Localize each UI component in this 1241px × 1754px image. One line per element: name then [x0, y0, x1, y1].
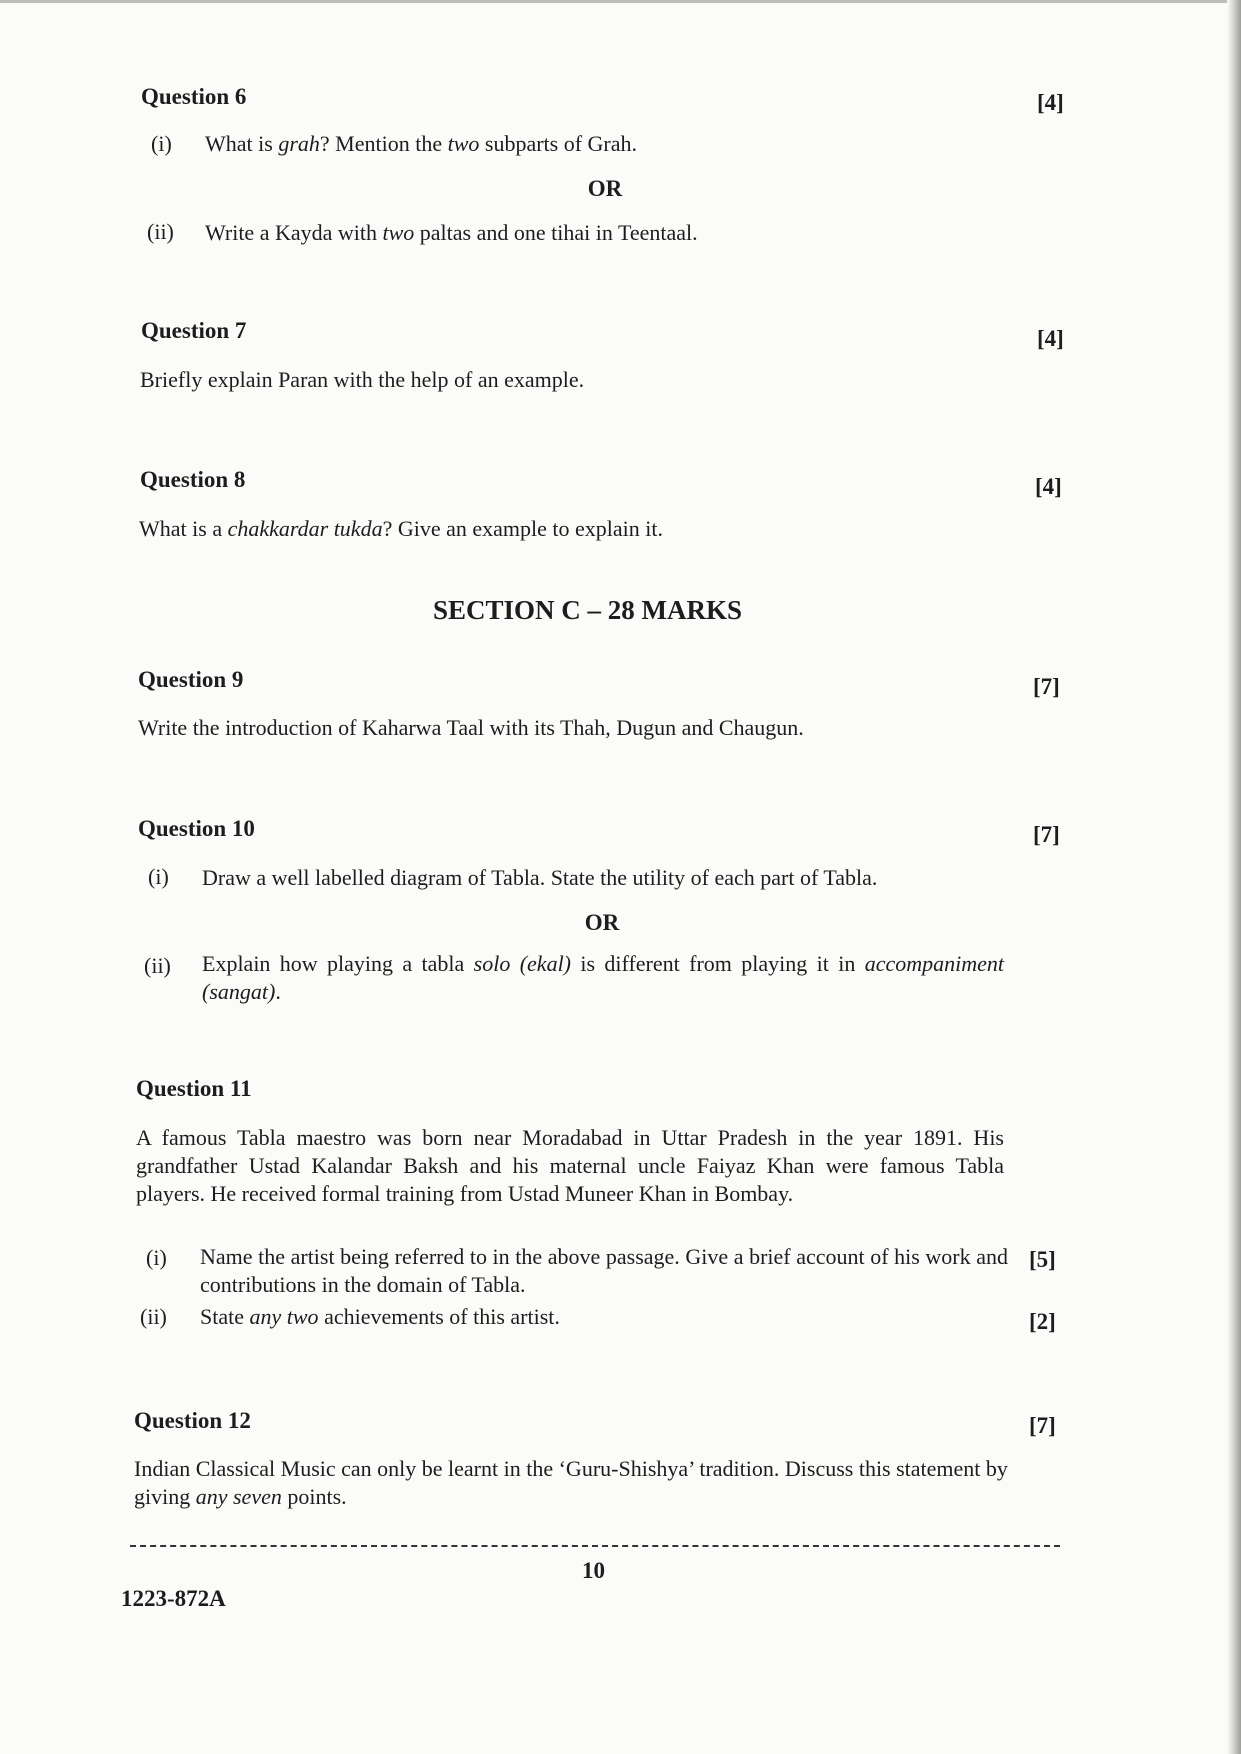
question-11-passage: A famous Tabla maestro was born near Moradabad in Uttar Pradesh in the year 1891. His grandfather Ustad Kalandar Baksh and his maternal uncle Faiyaz Khan were famous Tabla players. He received formal training from Ustad Muneer Khan in Bombay. [136, 1125, 1004, 1206]
question-11-part-ii-text: State any two achievements of this artist. [200, 1304, 560, 1329]
question-6-part-ii-number: (ii) [147, 219, 174, 244]
question-9-marks: [7] [1033, 674, 1060, 699]
question-11-title: Question 11 [136, 1076, 252, 1101]
question-12-marks: [7] [1029, 1413, 1056, 1438]
section-c-heading: SECTION C – 28 MARKS [433, 595, 743, 625]
question-8-title: Question 8 [140, 467, 246, 492]
question-6-marks: [4] [1037, 90, 1064, 115]
footer-divider [130, 1545, 1060, 1547]
question-11-part-i-text: Name the artist being referred to in the above passage. Give a brief account of his work and contributions in the domain of Tabla. [200, 1244, 1008, 1297]
question-10-or: OR [584, 910, 620, 935]
question-8-marks: [4] [1035, 474, 1062, 499]
question-10-marks: [7] [1033, 822, 1060, 847]
question-12-title: Question 12 [134, 1408, 251, 1433]
paper-code: 1223-872A [121, 1586, 226, 1611]
question-6-title: Question 6 [141, 84, 247, 109]
question-11-part-i-number: (i) [146, 1245, 167, 1270]
question-6-part-ii-text: Write a Kayda with two paltas and one tihai in Teentaal. [205, 220, 698, 245]
question-10-part-ii-number: (ii) [144, 953, 171, 978]
question-7-title: Question 7 [141, 318, 247, 343]
question-11-part-ii-number: (ii) [140, 1304, 167, 1329]
question-10-part-i-text: Draw a well labelled diagram of Tabla. State the utility of each part of Tabla. [202, 865, 878, 890]
question-8-text: What is a chakkardar tukda? Give an example to explain it. [139, 516, 663, 541]
question-12-text: Indian Classical Music can only be learnt in the ‘Guru-Shishya’ tradition. Discuss this statement by giving any seven points. [134, 1456, 1008, 1509]
question-6-part-i-text: What is grah? Mention the two subparts of Grah. [205, 131, 638, 156]
question-10-title: Question 10 [138, 816, 255, 841]
question-9-title: Question 9 [138, 667, 244, 692]
question-11-part-ii-marks: [2] [1029, 1309, 1056, 1334]
scan-right-edge [1227, 0, 1241, 1754]
question-10-part-i-number: (i) [148, 864, 169, 889]
question-10-part-ii-text: Explain how playing a tabla solo (ekal) is different from playing it in accompaniment (sangat). [202, 951, 1005, 1004]
question-11-part-i-marks: [5] [1029, 1247, 1056, 1272]
question-6-or: OR [587, 176, 623, 201]
page-number: 10 [582, 1558, 605, 1583]
question-9-text: Write the introduction of Kaharwa Taal with its Thah, Dugun and Chaugun. [138, 715, 804, 740]
scan-top-edge [0, 0, 1241, 3]
question-7-marks: [4] [1037, 326, 1064, 351]
question-6-part-i-number: (i) [151, 131, 172, 156]
question-7-text: Briefly explain Paran with the help of an example. [140, 367, 585, 392]
